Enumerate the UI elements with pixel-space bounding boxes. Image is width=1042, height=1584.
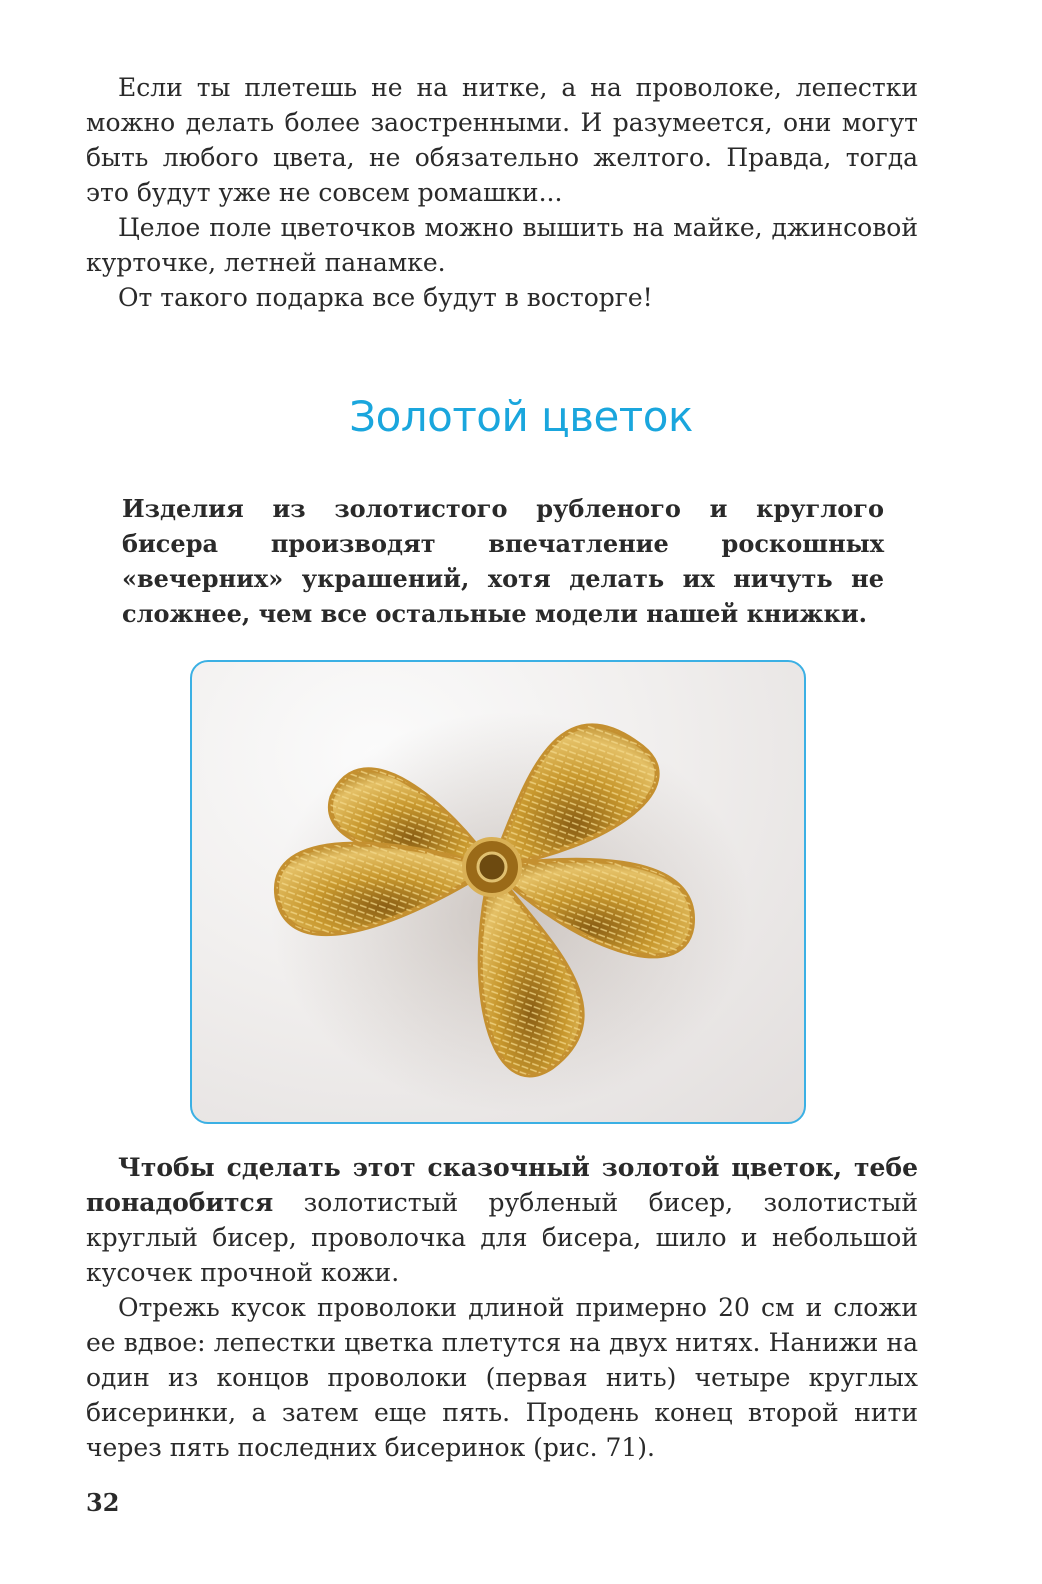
section-title: Золотой цветок — [349, 392, 693, 441]
paragraph: Если ты плетешь не на нитке, а на проволоке, лепестки можно делать более заостренными. И разумеется, они могут быть любого цвета, не обязательно желтого. Правда, тогда это будут уже не совсем ромашки... — [86, 73, 918, 207]
paragraph: Целое поле цветочков можно вышить на майке, джинсовой курточке, летней панамке. — [86, 213, 918, 277]
golden-flower-image — [192, 662, 804, 1122]
instructions-paragraph: Отрежь кусок проволоки длиной примерно 20 см и сложи ее вдвое: лепестки цветка плетутся на двух нитях. Нанижи на один из концов проволоки (первая нить) четыре круглых бисеринки, а затем еще пять. Продень конец второй нити через пять последних бисеринок (рис. 71). — [86, 1293, 918, 1462]
top-text-block — [86, 70, 918, 315]
page-number: 32 — [86, 1488, 120, 1517]
bottom-text-block — [86, 1150, 918, 1465]
paragraph: От такого подарка все будут в восторге! — [118, 283, 653, 312]
lead-paragraph: Изделия из золотистого рубленого и круглого бисера производят впечатление роскошных «вечерних» украшений, хотя делать их ничуть не сложнее, чем все остальные модели нашей книжки. — [122, 494, 884, 628]
materials-bold-text: Чтобы сделать этот сказочный золотой цветок, тебе понадобится — [86, 1153, 918, 1217]
flower-photo — [190, 660, 806, 1124]
materials-paragraph — [86, 1150, 918, 1290]
materials-text: золотистый рубленый бисер, золотистый круглый бисер, проволочка для бисера, шило и небольшой кусочек прочной кожи. — [86, 1188, 918, 1287]
